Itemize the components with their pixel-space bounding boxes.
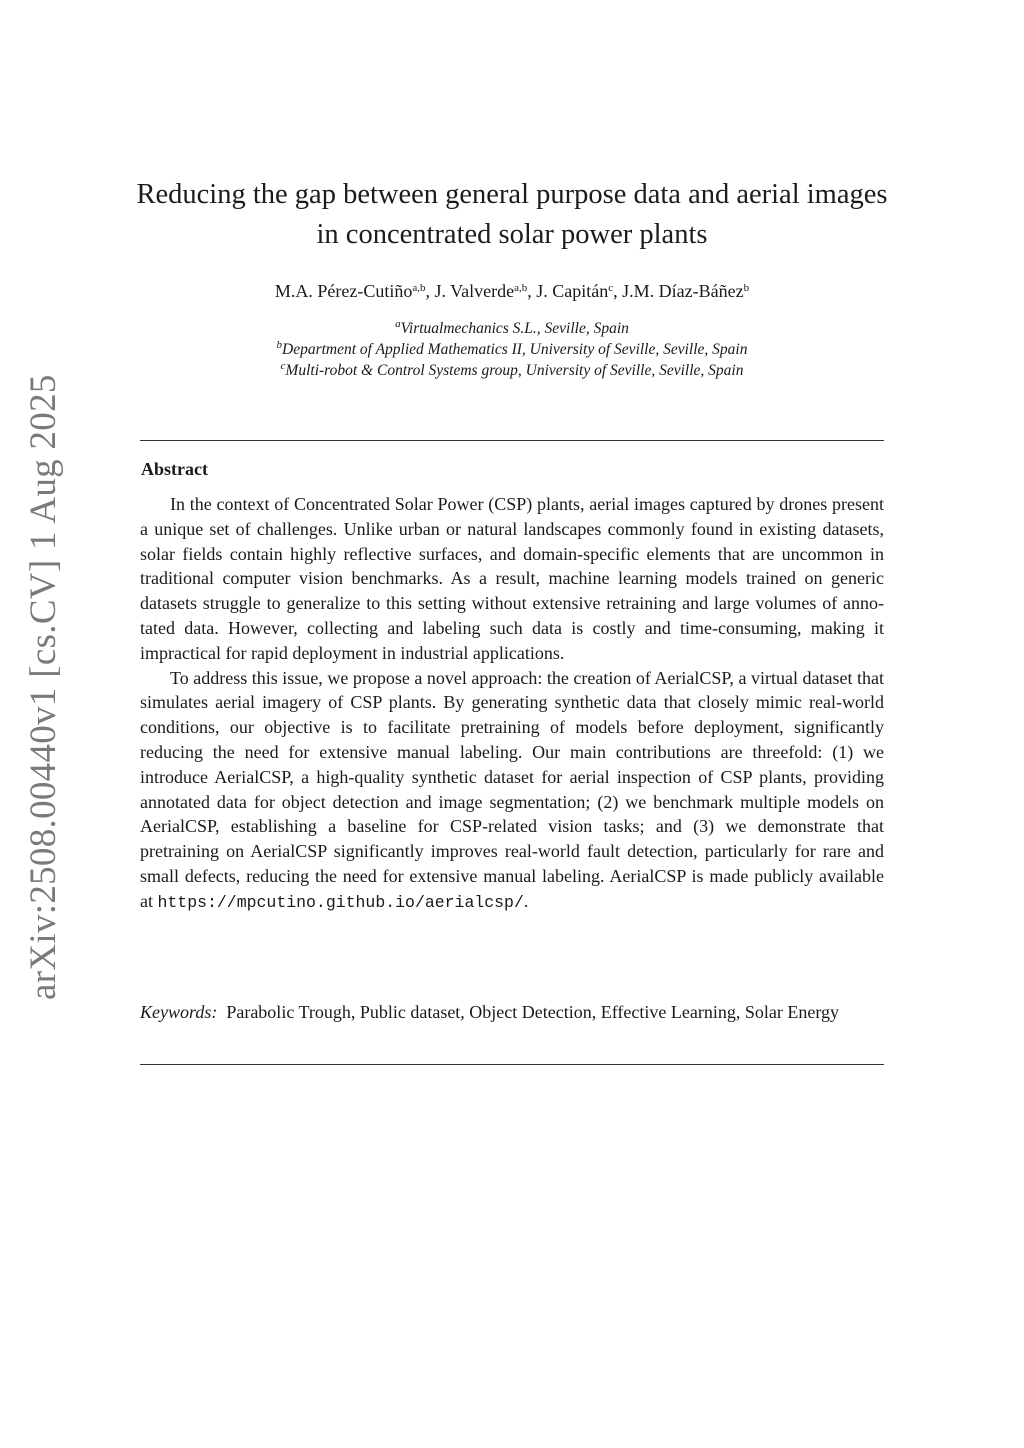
- abstract-top-rule: [140, 440, 884, 441]
- arxiv-identifier-stamp: arXiv:2508.00440v1 [cs.CV] 1 Aug 2025: [23, 374, 64, 1000]
- affiliation-list: [130, 318, 894, 381]
- author-3: J. Capitán$^c$,: [536, 281, 623, 301]
- affiliation-c: $^c$Multi-robot & Control Systems group, University of Seville, Seville, Spain: [280, 360, 744, 379]
- keywords-text: Parabolic Trough, Public dataset, Object Detection, Effective Learning, Solar Energy: [226, 1002, 840, 1022]
- affiliation-a: $^a$Virtualmechanics S.L., Seville, Spain: [395, 318, 629, 337]
- abstract-bottom-rule: [140, 1064, 884, 1065]
- author-list: [130, 279, 894, 303]
- abstract-paragraph-1: In the context of Concentrated Solar Power (CSP) plants, aerial images captured by drones present a unique set of challenges. Unlike urban or natural landscapes commonly found in existing datasets, solar fields contain highly reflective surfaces, and domain-specific elements that are uncommon in traditional computer vision benchmarks. As a result, machine learning models trained on generic datasets struggle to generalize to this setting without extensive retraining and large volumes of annotated data. However, collecting and labeling such data is costly and time-consuming, making it impractical for rapid deployment in industrial applications.: [140, 494, 884, 663]
- abstract-body: [140, 492, 884, 916]
- abstract-paragraph-2: To address this issue, we propose a novel approach: the creation of AerialCSP, a virtual dataset that simulates aerial imagery of CSP plants. By generating synthetic data that closely mimic real-world conditions, our objective is to facilitate pretraining of models before deployment, significantly reducing the need for extensive manual labeling. Our main contributions are threefold: (1) we introduce AerialCSP, a high-quality synthetic dataset for aerial inspection of CSP plants, providing annotated data for object detection and image segmentation; (2) we benchmark multiple models on AerialCSP, establishing a baseline for CSP-related vision tasks; and (3) we demonstrate that pretraining on AerialCSP significantly improves real-world fault detection, particularly for rare and small defects, reducing the need for extensive manual labeling. AerialCSP is made publicly available at https://mpcutino.github.io/aerialcsp/.: [140, 667, 884, 912]
- author-1: M.A. Pérez-Cutiño$^{a,b}$,: [274, 281, 435, 301]
- keywords: [140, 1000, 884, 1025]
- author-4: J.M. Díaz-Báñez$^b$: [622, 281, 750, 301]
- abstract-heading: Abstract: [141, 459, 208, 479]
- paper-title: Reducing the gap between general purpose data and aerial images in concentrated solar power plants: [136, 179, 888, 250]
- dataset-url-link[interactable]: https://mpcutino.github.io/aerialcsp/: [157, 892, 524, 912]
- keywords-label: Keywords:: [140, 1002, 218, 1022]
- affiliation-b: $^b$Department of Applied Mathematics II, University of Seville, Seville, Spain: [276, 339, 748, 358]
- author-2: J. Valverde$^{a,b}$,: [434, 281, 537, 301]
